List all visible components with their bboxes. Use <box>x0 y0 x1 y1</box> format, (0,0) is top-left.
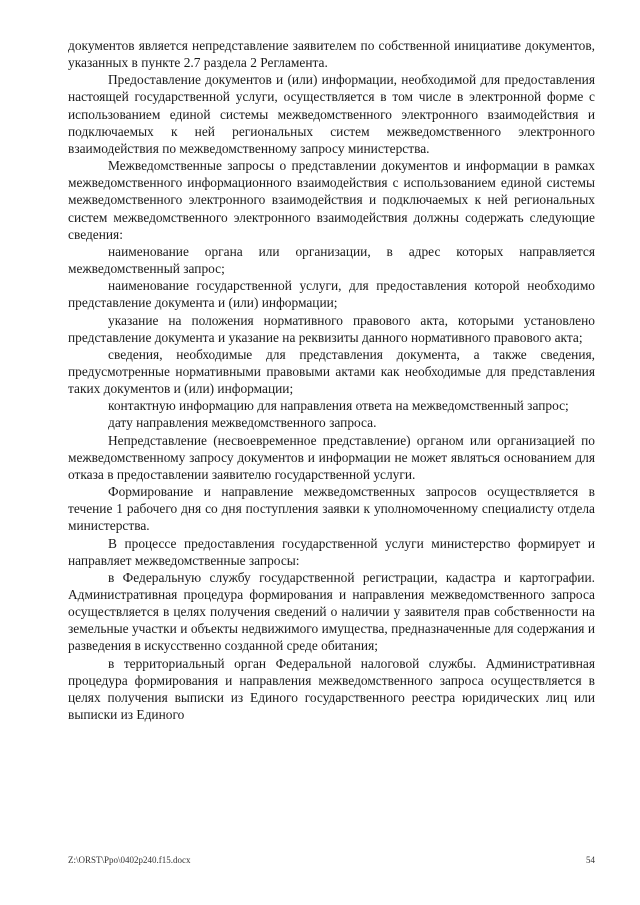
paragraph: Формирование и направление межведомственных запросов осуществляется в течение 1 рабочего дня со дня поступления заявки к уполномоченному специалисту отдела министерства. <box>68 484 595 534</box>
file-path: Z:\ORST\Ppo\0402p240.f15.docx <box>68 855 191 865</box>
list-item: наименование государственной услуги, для предоставления которой необходимо представление документа и (или) информации; <box>68 278 595 311</box>
list-item: сведения, необходимые для представления документа, а также сведения, предусмотренные нормативными правовыми актами как необходимые для представления таких документов и (или) информации; <box>68 346 595 397</box>
page-footer <box>68 855 595 865</box>
paragraph: документов является непредставление заявителем по собственной инициативе документов, указанных в пункте 2.7 раздела 2 Регламента. <box>68 38 595 71</box>
paragraph: Предоставление документов и (или) информации, необходимой для предоставления настоящей государственной услуги, осуществляется в том числе в электронной форме с использованием единой системы межведомственного электронного взаимодействия и подключаемых к ней региональных систем межведомственного электронного взаимодействия по межведомственному запросу министерства. <box>68 72 595 156</box>
list-item: в Федеральную службу государственной регистрации, кадастра и картографии. Административная процедура формирования и направления межведомственного запроса осуществляется в целях получения сведений о наличии у заявителя прав собственности на земельные участки и объекты недвижимого имущества, предназначенные для содержания и разведения в искусственно созданной среде обитания; <box>68 569 595 654</box>
paragraph: В процессе предоставления государственной услуги министерство формирует и направляет межведомственные запросы: <box>68 535 595 568</box>
list-item: указание на положения нормативного правового акта, которыми установлено представление документа и указание на реквизиты данного нормативного правового акта; <box>68 312 595 345</box>
page-number: 54 <box>586 855 595 865</box>
list-item: контактную информацию для направления ответа на межведомственный запрос; <box>108 398 569 414</box>
paragraph: Межведомственные запросы о представлении документов и информации в рамках межведомственного информационного взаимодействия с использованием единой системы межведомственного электронного взаимодействия и подключаемых к ней региональных систем межведомственного электронного взаимодействия должны содержать следующие сведения: <box>68 158 595 242</box>
list-item: в территориальный орган Федеральной налоговой службы. Административная процедура формирования и направления межведомственного запроса осуществляется в целях получения выписки из Единого государственного реестра юридических лиц или выписки из Единого <box>68 655 595 723</box>
list-item: наименование органа или организации, в адрес которых направляется межведомственный запрос; <box>68 243 595 277</box>
document-body <box>68 37 595 723</box>
list-item: дату направления межведомственного запроса. <box>108 415 377 431</box>
paragraph: Непредставление (несвоевременное представление) органом или организацией по межведомственному запросу документов и информации не может являться основанием для отказа в предоставлении заявителю государственной услуги. <box>68 432 595 482</box>
